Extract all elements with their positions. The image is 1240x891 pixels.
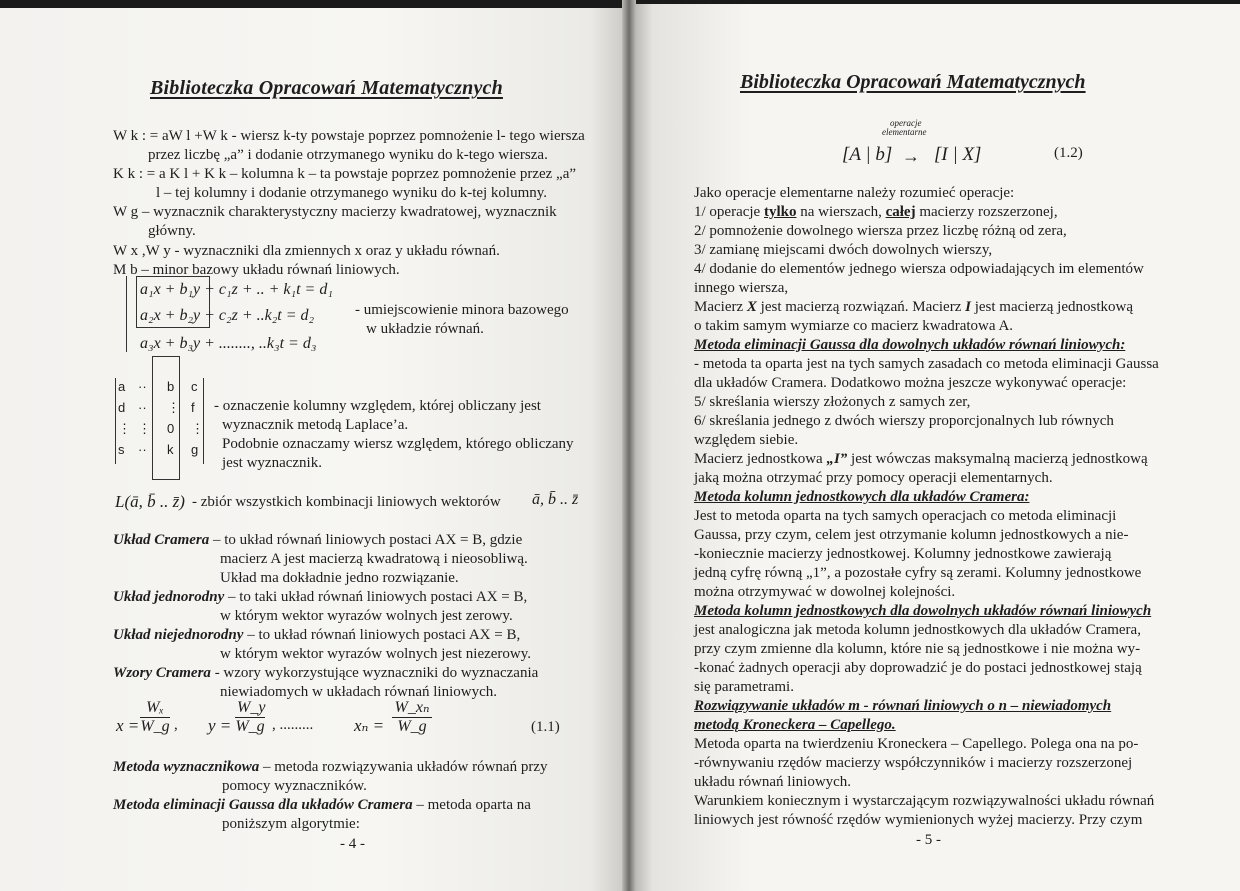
section-title: Metoda kolumn jednostkowych dla dowolnych układów równań liniowych (694, 603, 1152, 619)
det-col-dots: ·· ·· ⋮ ·· (138, 379, 151, 457)
definition-line: w którym wektor wyrazów wolnych jest zerowy. (220, 608, 513, 624)
page-number: - 4 - (340, 836, 365, 852)
det-left-bar (115, 378, 116, 464)
text-line: Warunkiem koniecznym i wystarczającym rozwiązywalności układu równań (694, 793, 1155, 809)
method-determinant: Metoda wyznacznikowa – metoda rozwiązywania układów równań przy (113, 759, 548, 775)
formula-arrow: → (902, 146, 920, 166)
text-line: jaką można otrzymać przy pomocy operacji elementarnych. (694, 470, 1053, 486)
system-note: - umiejscowienie minora bazowego (355, 302, 569, 318)
formula-over-1: operacje (890, 118, 922, 128)
section-title: metodą Kroneckera – Capellego. (694, 717, 896, 733)
span-text: - zbiór wszystkich kombinacji liniowych wektorów (192, 494, 501, 510)
det-col-a: a d ⋮ s (118, 379, 131, 457)
formula-rhs: [I | X] (934, 144, 982, 165)
text-line: Macierz jednostkowa „I” jest wówczas maksymalną macierzą jednostkową (694, 451, 1148, 467)
text-line: - metoda ta oparta jest na tych samych zasadach co metoda eliminacji Gaussa (694, 356, 1159, 372)
det-col-c: c f ⋮ g (191, 379, 204, 457)
text-line: Macierz X jest macierzą rozwiązań. Macierz I jest macierzą jednostkową (694, 299, 1133, 315)
text-line: układu równań liniowych. (694, 774, 852, 790)
text-line: przez liczbę „a” i dodanie otrzymanego wyniku do k-tego wiersza. (148, 147, 548, 163)
text-line: K k : = a K l + K k – kolumna k – ta powstaje poprzez pomnożenie przez „a” (113, 166, 577, 182)
definition-line: w którym wektor wyrazów wolnych jest niezerowy. (220, 646, 532, 662)
text-line: względem siebie. (694, 432, 799, 448)
text-line: jest analogiczna jak metoda kolumn jednostkowych dla układów Cramera, (694, 622, 1141, 638)
text-line: dla układów Cramera. Dodatkowo można jeszcze wykonywać operacje: (694, 375, 1127, 391)
formula-x-lhs: x = (116, 716, 140, 735)
section-title: Metoda kolumn jednostkowych dla układów Cramera: (694, 489, 1030, 505)
system-note: w układzie równań. (366, 321, 484, 337)
method-line: poniższym algorytmie: (222, 816, 360, 832)
text-line: l – tej kolumny i dodanie otrzymanego wyniku do k-tej kolumny. (156, 185, 548, 201)
page-header: Biblioteczka Opracowań Matematycznych (740, 71, 1086, 93)
fraction-y: $\frac{W\_y}{W\_g}$ (235, 699, 266, 735)
method-line: pomocy wyznaczników. (222, 778, 367, 794)
text-line: W k : = aW l +W k - wiersz k-ty powstaje poprzez pomnożenie l- tego wiersza (113, 128, 585, 144)
definition-line: niewiadomych w układach równań liniowych. (220, 684, 498, 700)
equation-1: a₁x + b₁y + c₁z + .. + k₁t = d₁ (140, 281, 333, 298)
definition-nonhomogeneous: Układ niejednorodny – to układ równań liniowych postaci AX = B, (113, 627, 521, 643)
equation-label: (1.1) (531, 719, 560, 735)
laplace-note: Podobnie oznaczamy wiersz względem, którego obliczany (222, 436, 574, 452)
text-line: się parametrami. (694, 679, 794, 695)
definition-cramer: Układ Cramera – to układ równań liniowych postaci AX = B, gdzie (113, 532, 523, 548)
formula-y-lhs: y = (208, 716, 232, 735)
text-line: 3/ zamianę miejscami dwóch dowolnych wierszy, (694, 242, 993, 258)
definition-homogeneous: Układ jednorodny – to taki układ równań liniowych postaci AX = B, (113, 589, 528, 605)
operation-1: 1/ operacje tylko na wierszach, całej macierzy rozszerzonej, (694, 204, 1058, 220)
definition-line: Układ ma dokładnie jedno rozwiązanie. (220, 570, 459, 586)
text-line: -równywaniu rzędów macierzy współczynników i macierzy rozszerzonej (694, 755, 1133, 771)
text-line: przy czym zmienne dla kolumn, które nie są jednostkowe i nie można wy- (694, 641, 1141, 657)
text-line: -konać żadnych operacji aby doprowadzić je do postaci jednostkowej stają (694, 660, 1142, 676)
method-gauss-cramer: Metoda eliminacji Gaussa dla układów Cramera – metoda oparta na (113, 797, 531, 813)
formula-xn-lhs: xₙ = (354, 716, 385, 735)
text-line: 4/ dodanie do elementów jednego wiersza odpowiadających im elementów (694, 261, 1144, 277)
formula-over-2: elementarne (882, 127, 927, 137)
definition-line: macierz A jest macierzą kwadratową i nieosobliwą. (220, 551, 528, 567)
det-col-b: b ⋮ 0 k (167, 379, 180, 457)
text-line: można otrzymywać w dowolnej kolejności. (694, 584, 956, 600)
equation-2: a₂x + b₂y + c₂z + ..k₂t = d₂ (140, 307, 315, 324)
right-page (628, 0, 1240, 891)
equation-3: a₃x + b₃y + ........, ..k₃t = d₃ (140, 335, 317, 352)
text-line: M b – minor bazowy układu równań liniowych. (113, 262, 400, 278)
text-line: Jest to metoda oparta na tych samych operacjach co metoda eliminacji (694, 508, 1117, 524)
fraction-x: $\frac{\text{Wₓ}}{W\_g}$ (140, 699, 170, 735)
page-header: Biblioteczka Opracowań Matematycznych (150, 77, 503, 99)
formula-dots: , ......... (272, 717, 314, 733)
laplace-note: - oznaczenie kolumny względem, której obliczany jest (214, 398, 541, 414)
text-line: główny. (148, 223, 196, 239)
laplace-note: wyznacznik metodą Laplace’a. (222, 417, 409, 433)
text-line: W g – wyznacznik charakterystyczny macierzy kwadratowej, wyznacznik (113, 204, 557, 220)
text-line: Metoda oparta na twierdzeniu Kroneckera – Capellego. Polega ona na po- (694, 736, 1139, 752)
page-number: - 5 - (916, 832, 941, 848)
text-line: innego wiersza, (694, 280, 789, 296)
book-gutter (622, 0, 636, 891)
left-page: Biblioteczka Opracowań Matematycznych W k : = aW l +W k - wiersz k-ty powstaje poprzez pomnożenie l- tego wiersza przez liczbę „a” i dodanie otrzymanego wyniku do k-tego wiersza. K k : = a K l + K k – kolumna k – ta powstaje poprzez pomnożenie przez „a” l – tej kolumny i dodanie otrzymanego wyniku do k-tej kolumny. W g – wyznacznik charakterystyczny macierzy kwadratowej, wyznacznik główny. W x ,W y - wyznaczniki dla zmiennych x oraz y układu równań. M b – minor bazowy układu równań liniowych. a₁x + b₁y + c₁z + .. + k₁t = d₁ a₂x + b₂y + c₂z + ..k₂t = d₂ a₃x + b₃y + ........, ..k₃t = d₃ - umiejscowienie minora bazowego w układzie równań. a d ⋮ s ·· ·· ⋮ ·· b ⋮ 0 k c f ⋮ g - oznaczenie kolumny względem, której obliczany jest wyznacznik metodą Laplace’a. Podobnie oznaczamy wiersz względem, którego obliczany jest wyznacznik. L(ā, b̄ .. z̄) - zbiór wszystkich kombinacji liniowych wektorów ā, b̄ .. z̄ Układ Cramera – to układ równań liniowych postaci AX = B, gdzie macierz A jest macierzą kwadratową i nieosobliwą. Układ ma dokładnie jedno rozwiązanie. Układ jednorodny – to taki układ równań liniowych postaci AX = B, w którym wektor wyrazów wolnych jest zerowy. Układ niejednorodny – to układ równań liniowych postaci AX = B, w którym wektor wyrazów wolnych jest niezerowy. Wzory Cramera - wzory wykorzystujące wyznaczniki do wyznaczania niewiadomych w układach równań liniowych. x = $\frac{\text{Wₓ}}{W\_g}$ , y = $\frac{W\_y}{W\_g}$ , ......... xₙ = $\frac{\text{W\_xₙ}}{W\_g}$ (1.1) Metoda wyznacznikowa – metoda rozwiązywania układów równań przy pomocy wyznaczników. Metoda eliminacji Gaussa dla układów Cramera – metoda oparta na poniższym algorytmie: - 4 - (0, 0, 628, 891)
text-line: o takim samym wymiarze co macierz kwadratowa A. (694, 318, 1014, 334)
equation-label: (1.2) (1054, 145, 1083, 161)
text-line: Jako operacje elementarne należy rozumieć operacje: (694, 185, 1015, 201)
section-title: Rozwiązywanie układów m - równań liniowych o n – niewiadomych (694, 698, 1112, 714)
text-line: 2/ pomnożenie dowolnego wiersza przez liczbę różną od zera, (694, 223, 1067, 239)
text-line: W x ,W y - wyznaczniki dla zmiennych x oraz y układu równań. (113, 243, 500, 259)
definition-cramer-formulas: Wzory Cramera - wzory wykorzystujące wyznaczniki do wyznaczania (113, 665, 539, 681)
formula-lhs: [A | b] (842, 144, 893, 165)
text-line: jedną cyfrę równą „1”, a pozostałe cyfry są zerami. Kolumny jednostkowe (694, 565, 1142, 581)
text-line: 6/ skreślania jednego z dwóch wierszy proporcjonalnych lub równych (694, 413, 1114, 429)
span-symbol: L(ā, b̄ .. z̄) (115, 492, 185, 511)
laplace-note: jest wyznacznik. (222, 455, 322, 471)
text-line: liniowych jest równość rzędów wymienionych wyżej macierzy. Przy czym (694, 812, 1143, 828)
fraction-xn: $\frac{\text{W\_xₙ}}{W\_g}$ (392, 699, 432, 736)
span-vectors: ā, b̄ .. z̄ (532, 491, 579, 508)
section-title: Metoda eliminacji Gaussa dla dowolnych układów równań liniowych: (694, 337, 1126, 353)
text-line: Gaussa, przy czym, celem jest otrzymanie kolumn jednostkowych a nie- (694, 527, 1129, 543)
text-line: 5/ skreślania wierszy złożonych z samych zer, (694, 394, 971, 410)
text-line: -koniecznie macierzy jednostkowej. Kolumny jednostkowe zawierają (694, 546, 1112, 562)
